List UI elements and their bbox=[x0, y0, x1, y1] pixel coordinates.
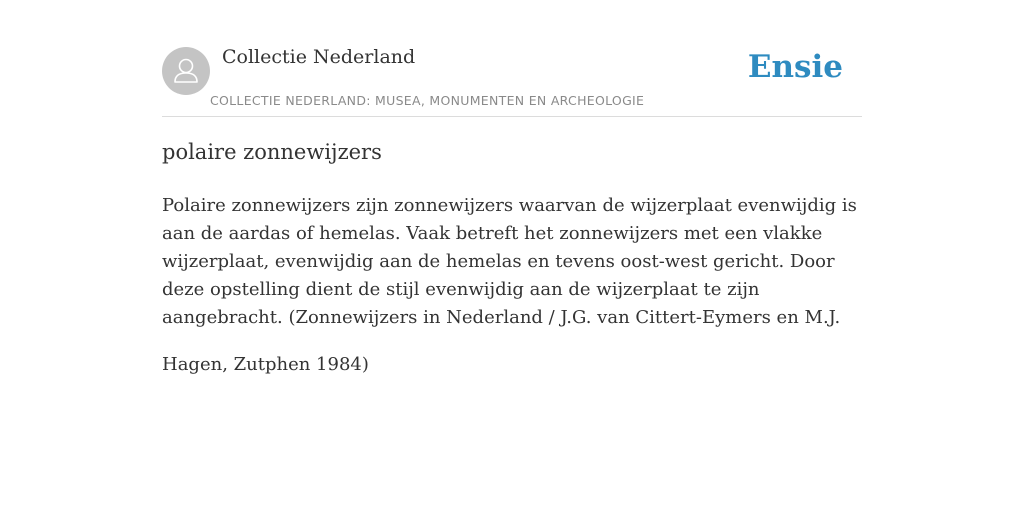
article-paragraph: Polaire zonnewijzers zijn zonnewijzers waarvan de wijzerplaat evenwijdig is aan de aardas of hemelas. Vaak betreft het zonnewijzers met een vlakke wijzerplaat, evenwijdig aan de hemelas en tevens oost-west gericht. Door deze opstelling dient de stijl evenwijdig aan de wijzerplaat te zijn aangebracht. (Zonnewijzers in Nederland / J.G. van Cittert-Eymers en M.J. bbox=[162, 195, 857, 328]
article-paragraph: Hagen, Zutphen 1984) bbox=[162, 354, 369, 375]
article-body bbox=[162, 192, 862, 398]
user-silhouette-icon bbox=[162, 47, 210, 95]
article-header bbox=[162, 46, 862, 117]
avatar[interactable] bbox=[162, 47, 210, 95]
author-name[interactable]: Collectie Nederland bbox=[222, 46, 416, 68]
page-title: polaire zonnewijzers bbox=[162, 140, 382, 164]
ensie-logo-link[interactable]: Ensie bbox=[747, 49, 843, 85]
author-subtitle: COLLECTIE NEDERLAND: MUSEA, MONUMENTEN EN ARCHEOLOGIE bbox=[210, 93, 645, 108]
